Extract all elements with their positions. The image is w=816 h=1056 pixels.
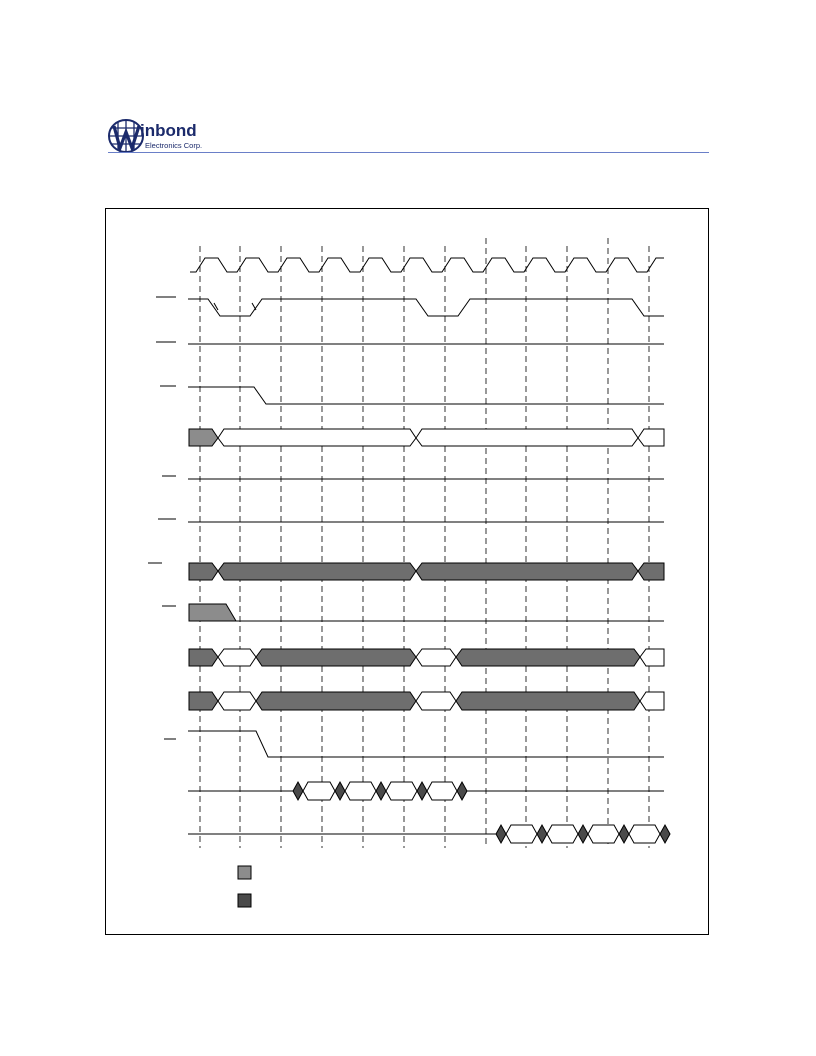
brand-subtitle: Electronics Corp. bbox=[145, 141, 203, 150]
brand-name: inbond bbox=[140, 121, 197, 140]
falling-waveform-2 bbox=[188, 731, 664, 757]
initial-state-block bbox=[189, 604, 664, 621]
data-bus-dark bbox=[189, 563, 664, 580]
clock-waveform bbox=[190, 258, 664, 272]
strobe-waveform bbox=[188, 299, 664, 316]
legend bbox=[238, 866, 251, 907]
address-bus bbox=[189, 429, 664, 446]
burst-data-1 bbox=[188, 782, 664, 800]
legend-swatch-dark bbox=[238, 894, 251, 907]
bus-row-11 bbox=[189, 692, 664, 710]
falling-waveform bbox=[188, 387, 664, 404]
burst-data-2 bbox=[188, 825, 670, 843]
legend-swatch-light bbox=[238, 866, 251, 879]
bus-row-10 bbox=[189, 649, 664, 666]
